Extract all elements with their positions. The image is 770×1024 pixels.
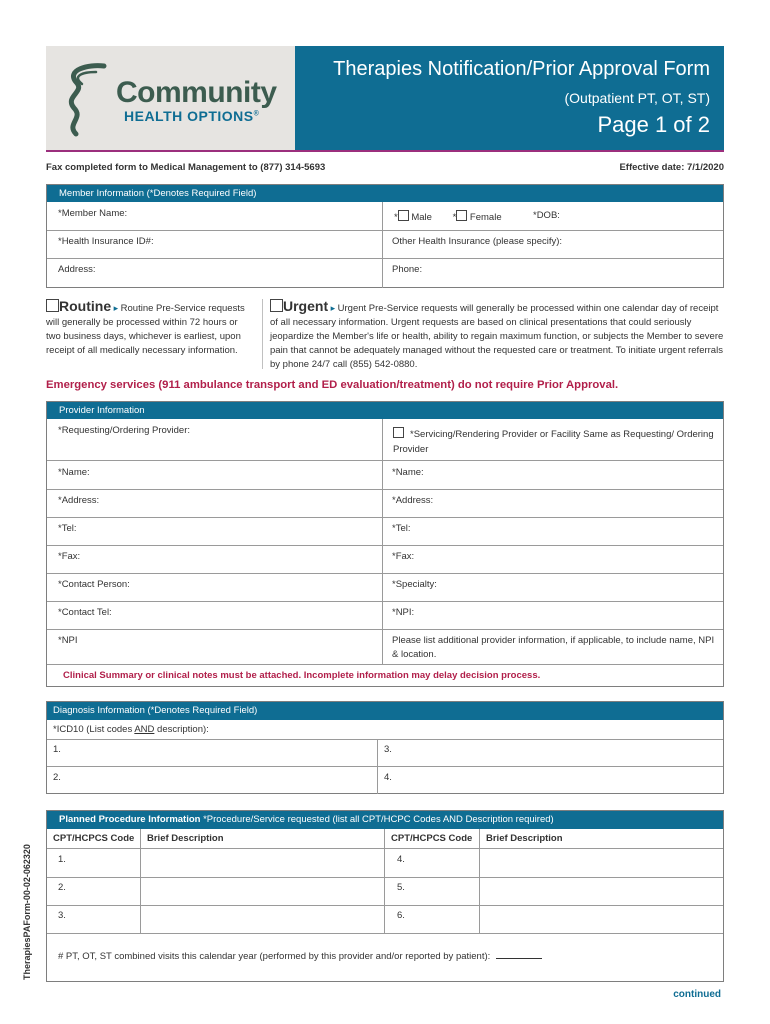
- emergency-notice: Emergency services (911 ambulance transport and ED evaluation/treatment) do not require Prior Approval.: [46, 379, 619, 391]
- col-description: Brief Description: [147, 833, 224, 844]
- provider-left-name[interactable]: *Name:: [58, 467, 90, 478]
- form-subtitle: (Outpatient PT, OT, ST): [564, 90, 710, 106]
- procedure-row-2[interactable]: 2.: [58, 882, 66, 893]
- urgent-checkbox[interactable]: [270, 299, 283, 312]
- visits-count-field[interactable]: # PT, OT, ST combined visits this calendar year (performed by this provider and/or reported by patient):: [58, 951, 542, 962]
- additional-provider-info[interactable]: Please list additional provider information, if applicable, to include name, NPI & location.: [392, 635, 715, 660]
- provider-right-address[interactable]: *Address:: [392, 495, 434, 506]
- female-checkbox[interactable]: [456, 210, 467, 221]
- fax-instruction: Fax completed form to Medical Management to (877) 314-5693: [46, 162, 326, 173]
- member-name-field[interactable]: *Member Name:: [58, 208, 128, 219]
- gender-options: * Male * Female: [394, 212, 502, 223]
- provider-right-specialty[interactable]: *Specialty:: [392, 579, 437, 590]
- visits-blank[interactable]: [496, 958, 542, 959]
- col-cpt-code: CPT/HCPCS Code: [53, 833, 135, 844]
- procedure-row-1[interactable]: 1.: [58, 854, 66, 865]
- phone-field[interactable]: Phone:: [392, 264, 423, 275]
- diagnosis-code-1[interactable]: 1.: [53, 744, 61, 755]
- dob-field[interactable]: *DOB:: [533, 210, 560, 221]
- diagnosis-header: Diagnosis Information (*Denotes Required Field): [47, 702, 723, 720]
- requesting-provider-field[interactable]: *Requesting/Ordering Provider:: [58, 425, 191, 436]
- same-provider-option: *Servicing/Rendering Provider or Facility Same as Requesting/ Ordering Provider: [393, 429, 714, 455]
- provider-right-npi[interactable]: *NPI:: [392, 607, 415, 618]
- diagnosis-code-2[interactable]: 2.: [53, 772, 61, 783]
- col-description-2: Brief Description: [486, 833, 563, 844]
- same-provider-checkbox[interactable]: [393, 427, 404, 438]
- form-title: Therapies Notification/Prior Approval Form: [333, 58, 710, 80]
- continued-label: continued: [673, 989, 721, 1000]
- logo-wordmark: Community: [116, 76, 277, 109]
- header-divider: [46, 150, 724, 152]
- provider-left-npi[interactable]: *NPI: [58, 635, 78, 646]
- member-section: [46, 184, 724, 288]
- procedure-row-4[interactable]: 4.: [397, 854, 405, 865]
- male-checkbox[interactable]: [398, 210, 409, 221]
- procedure-row-5[interactable]: 5.: [397, 882, 405, 893]
- diagnosis-code-3[interactable]: 3.: [384, 744, 392, 755]
- address-field[interactable]: Address:: [58, 264, 96, 275]
- routine-checkbox[interactable]: [46, 299, 59, 312]
- logo-subtext: HEALTH OPTIONS®: [124, 108, 260, 124]
- provider-left-contact-tel[interactable]: *Contact Tel:: [58, 607, 112, 618]
- routine-block: Routine ▸ Routine Pre-Service requests will generally be processed within 72 hours or two business days, whichever is earliest, upon receipt of all medically necessary information.: [46, 298, 245, 356]
- provider-left-fax[interactable]: *Fax:: [58, 551, 81, 562]
- icd10-label: *ICD10 (List codes AND description):: [53, 724, 209, 735]
- clinical-summary-note: Clinical Summary or clinical notes must be attached. Incomplete information may delay decision process.: [63, 670, 541, 681]
- urgent-block: Urgent ▸ Urgent Pre-Service requests will generally be processed within one calendar day of receipt of all necessary information. Urgent requests are based on clinical presentations that could seriously jeopardize the Member's life or health, ability to regain maximum function, or subjects the Member to severe pain that cannot be adequately managed without the requested care or treatment. To initiate urgent referrals by phone 24/7 call (855) 542-0880.: [270, 298, 724, 370]
- procedure-header: Planned Procedure Information *Procedure/Service requested (list all CPT/HCPC Codes AND Description required): [47, 811, 723, 829]
- provider-header: Provider Information: [47, 402, 723, 419]
- procedure-section: [46, 810, 724, 982]
- provider-left-address[interactable]: *Address:: [58, 495, 100, 506]
- other-insurance-field[interactable]: Other Health Insurance (please specify):: [392, 236, 563, 247]
- diagnosis-code-4[interactable]: 4.: [384, 772, 392, 783]
- provider-left-tel[interactable]: *Tel:: [58, 523, 77, 534]
- provider-section: [46, 401, 724, 687]
- member-header: Member Information (*Denotes Required Field): [47, 185, 723, 202]
- logo-swirl-icon: [60, 60, 110, 138]
- diagnosis-section: [46, 701, 724, 794]
- procedure-row-3[interactable]: 3.: [58, 910, 66, 921]
- logo-panel: [46, 46, 295, 150]
- title-banner: [295, 46, 724, 150]
- form-id-vertical: TherapiesPAForm-00-02-062320: [22, 844, 32, 980]
- insurance-id-field[interactable]: *Health Insurance ID#:: [58, 236, 154, 247]
- procedure-row-6[interactable]: 6.: [397, 910, 405, 921]
- provider-right-tel[interactable]: *Tel:: [392, 523, 411, 534]
- provider-right-fax[interactable]: *Fax:: [392, 551, 415, 562]
- provider-left-contact[interactable]: *Contact Person:: [58, 579, 130, 590]
- effective-date: Effective date: 7/1/2020: [619, 162, 724, 173]
- col-cpt-code-2: CPT/HCPCS Code: [391, 833, 473, 844]
- page-number: Page 1 of 2: [597, 112, 710, 137]
- provider-right-name[interactable]: *Name:: [392, 467, 424, 478]
